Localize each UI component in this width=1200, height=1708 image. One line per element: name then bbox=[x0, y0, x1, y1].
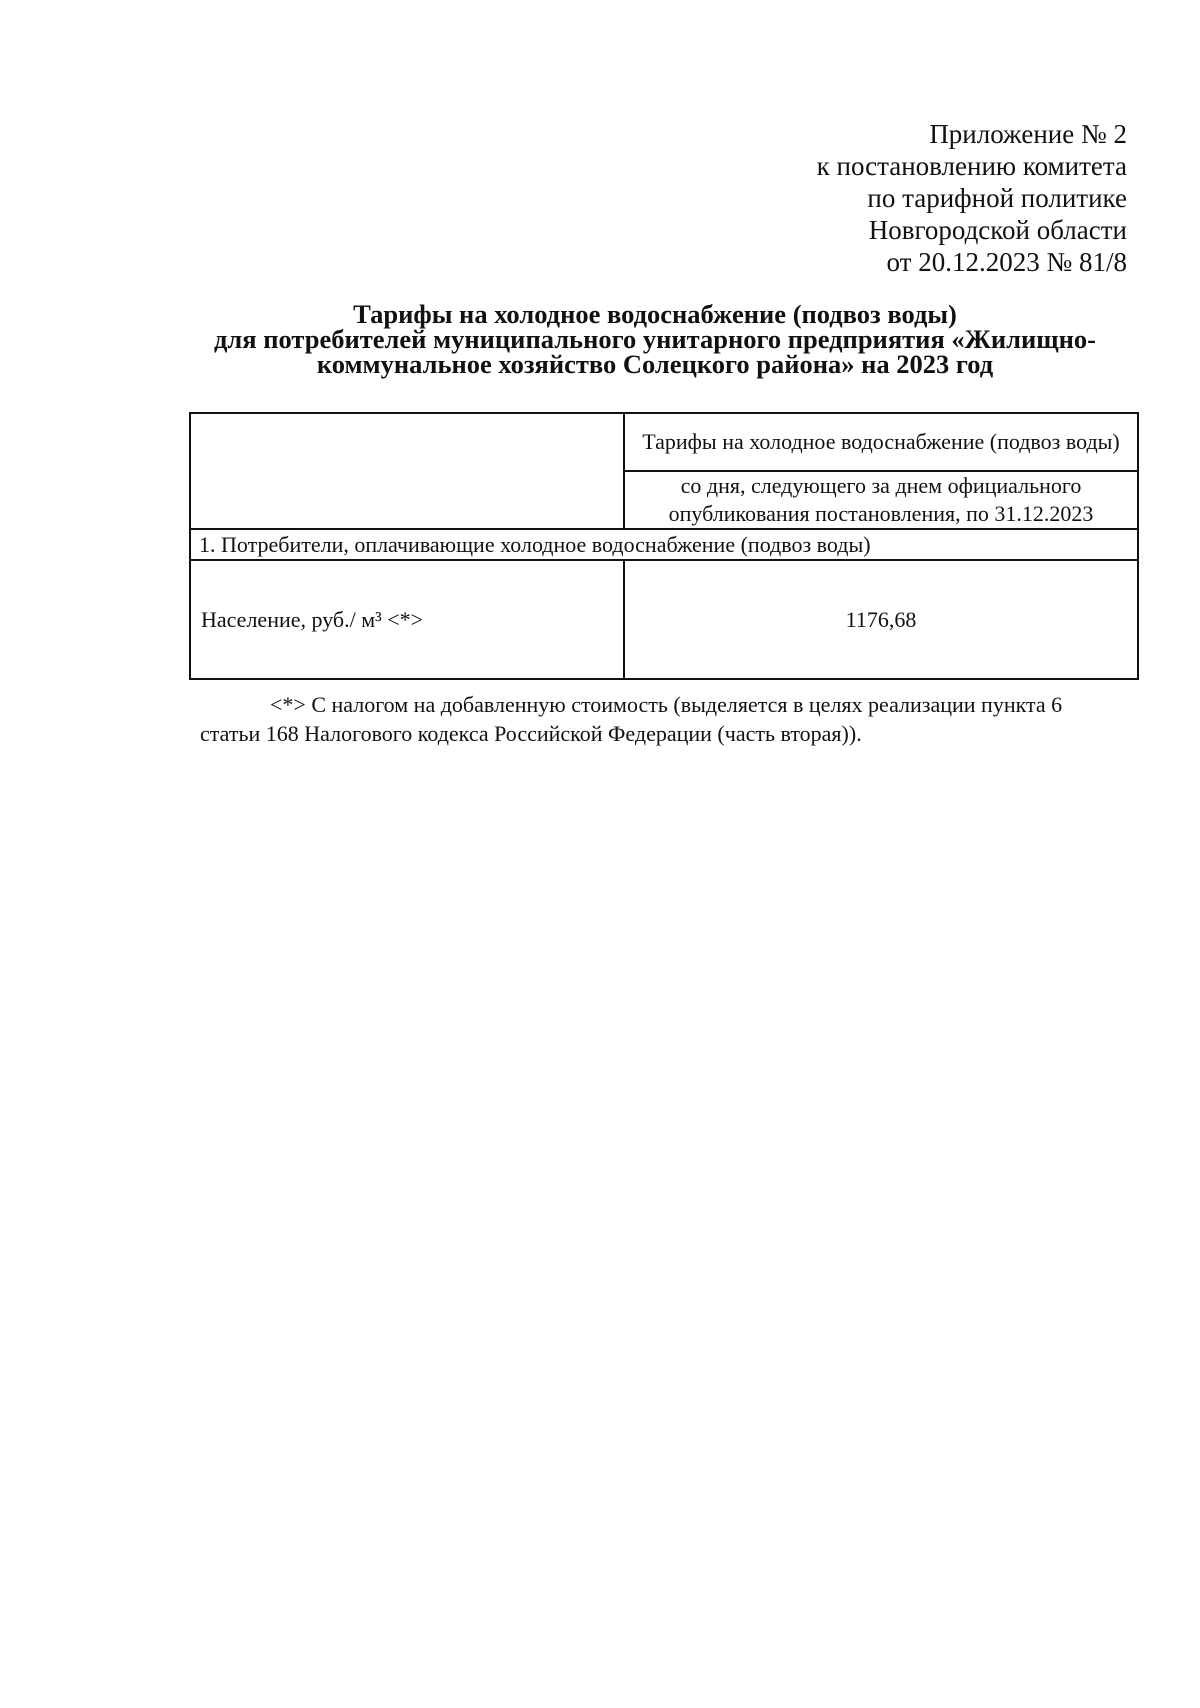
table-section-row bbox=[190, 529, 1138, 560]
tariff-table bbox=[189, 412, 1139, 680]
title-line-3: коммунальное хозяйство Солецкого района» на 2023 год bbox=[316, 349, 994, 379]
tariff-header-cell: Тарифы на холодное водоснабжение (подвоз воды) bbox=[624, 413, 1138, 471]
appendix-number: Приложение № 2 bbox=[929, 119, 1127, 149]
table-row bbox=[190, 560, 1138, 679]
table-header-row bbox=[190, 413, 1138, 471]
title-line-1: Тарифы на холодное водоснабжение (подвоз воды) bbox=[353, 299, 957, 329]
period-header-cell: со дня, следующего за днем официального опубликования постановления, по 31.12.2023 bbox=[624, 471, 1138, 529]
footnote-line-1: <*> С налогом на добавленную стоимость (выделяется в целях реализации пункта 6 bbox=[270, 692, 1063, 717]
footnote bbox=[200, 690, 1126, 748]
title-line-2: для потребителей муниципального унитарного предприятия «Жилищно- bbox=[214, 324, 1096, 354]
appendix-date-number: от 20.12.2023 № 81/8 bbox=[886, 247, 1127, 277]
appendix-resolution-ref: к постановлению комитета bbox=[816, 151, 1127, 181]
appendix-reference bbox=[817, 118, 1127, 278]
tariff-value-cell: 1176,68 bbox=[624, 560, 1138, 679]
table-header-blank-cell bbox=[190, 413, 624, 529]
document-title bbox=[180, 299, 1130, 379]
footnote-line-2: статьи 168 Налогового кодекса Российской Федерации (часть вторая)). bbox=[200, 721, 862, 746]
consumer-label-cell: Население, руб./ м³ <*> bbox=[190, 560, 624, 679]
appendix-region: Новгородской области bbox=[868, 215, 1127, 245]
section-label-cell: 1. Потребители, оплачивающие холодное водоснабжение (подвоз воды) bbox=[190, 529, 1138, 560]
appendix-committee: по тарифной политике bbox=[867, 183, 1127, 213]
